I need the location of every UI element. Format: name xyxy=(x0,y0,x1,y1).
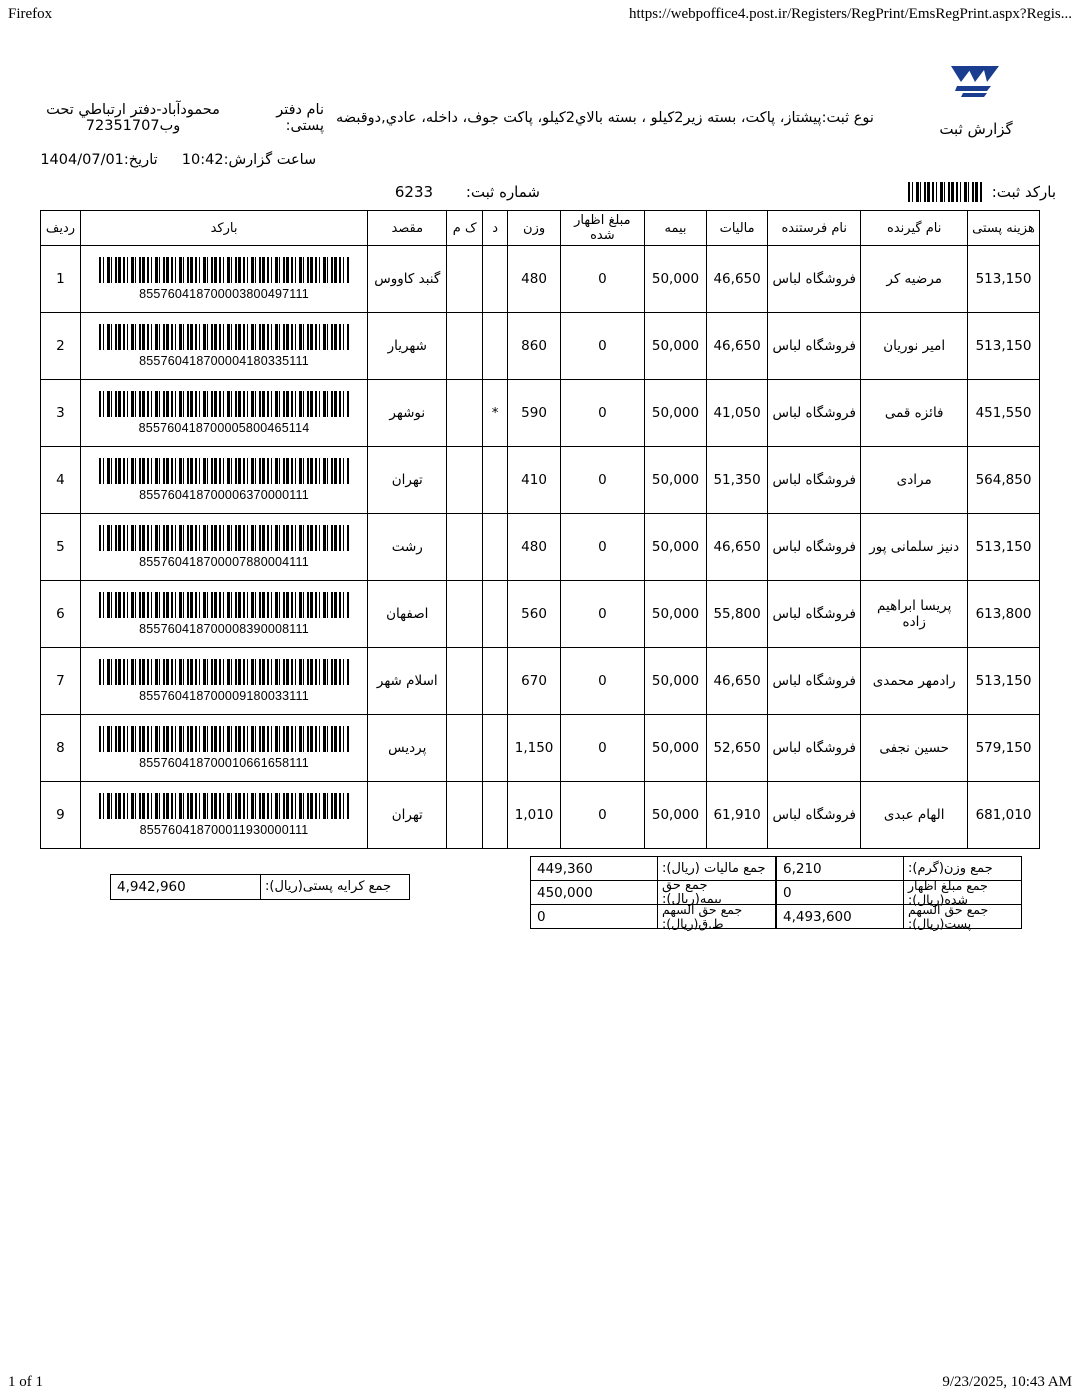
cell-sender: فروشگاه لباس xyxy=(768,447,861,514)
cell-cost: 681,010 xyxy=(967,782,1039,849)
cell-destination: اسلام شهر xyxy=(368,648,447,715)
cell-sender: فروشگاه لباس xyxy=(768,380,861,447)
cell-declared: 0 xyxy=(560,715,644,782)
registration-number-value: 6233 xyxy=(394,183,434,201)
table-row xyxy=(41,447,1040,514)
cell-km xyxy=(447,581,483,648)
total-insurance-label: جمع حق بیمه(ریال): xyxy=(657,881,775,904)
barcode-number: 855760418700011930000111 xyxy=(139,822,309,837)
total-tax-row xyxy=(530,856,776,881)
cell-weight: 1,150 xyxy=(508,715,561,782)
cell-d: * xyxy=(482,380,507,447)
cell-barcode xyxy=(80,782,367,849)
cell-insurance: 50,000 xyxy=(644,715,706,782)
cell-declared: 0 xyxy=(560,313,644,380)
report-date xyxy=(24,152,174,168)
cell-barcode xyxy=(80,581,367,648)
report-time-value: 10:42 xyxy=(181,152,224,168)
cell-cost: 579,150 xyxy=(967,715,1039,782)
total-declared-value: 0 xyxy=(783,884,792,901)
th-tax: مالیات xyxy=(707,211,768,246)
th-dest: مقصد xyxy=(368,211,447,246)
cell-receiver: مرضیه کر xyxy=(861,246,968,313)
registration-type-block xyxy=(324,54,896,131)
th-barcode: بارکد xyxy=(80,211,367,246)
cell-sender: فروشگاه لباس xyxy=(768,246,861,313)
cell-weight: 560 xyxy=(508,581,561,648)
office-value: محمودآباد-دفتر ارتباطي تحت وب72351707 xyxy=(46,102,220,134)
cell-weight: 670 xyxy=(508,648,561,715)
cell-sender: فروشگاه لباس xyxy=(768,782,861,849)
total-tp-share-value: 0 xyxy=(537,908,546,925)
cell-d xyxy=(482,447,507,514)
cell-cost: 564,850 xyxy=(967,447,1039,514)
barcode-image xyxy=(99,391,349,417)
total-shipping-value: 4,942,960 xyxy=(117,879,186,895)
cell-cost: 513,150 xyxy=(967,514,1039,581)
cell-receiver: فائزه قمی xyxy=(861,380,968,447)
cell-tax: 61,910 xyxy=(707,782,768,849)
cell-row-number: 4 xyxy=(41,447,81,514)
cell-km xyxy=(447,715,483,782)
cell-sender: فروشگاه لباس xyxy=(768,514,861,581)
report-time-label: ساعت گزارش: xyxy=(223,152,317,168)
cell-cost: 513,150 xyxy=(967,246,1039,313)
cell-km xyxy=(447,246,483,313)
cell-declared: 0 xyxy=(560,782,644,849)
page-indicator: 1 of 1 xyxy=(8,1374,43,1390)
report-date-label: تاریخ: xyxy=(123,152,158,168)
registration-barcode-label: بارکد ثبت: xyxy=(991,183,1056,201)
th-declared: مبلغ اظهار شده xyxy=(560,211,644,246)
barcode-image xyxy=(99,525,349,551)
barcode-image xyxy=(99,324,349,350)
office-label: نام دفتر پستی: xyxy=(276,102,324,134)
report-title: گزارش ثبت xyxy=(939,120,1013,138)
barcode-number: 855760418700008390008111 xyxy=(139,621,309,636)
table-row xyxy=(41,380,1040,447)
cell-insurance: 50,000 xyxy=(644,380,706,447)
cell-cost: 513,150 xyxy=(967,648,1039,715)
cell-weight: 1,010 xyxy=(508,782,561,849)
cell-insurance: 50,000 xyxy=(644,648,706,715)
cell-d xyxy=(482,648,507,715)
cell-sender: فروشگاه لباس xyxy=(768,715,861,782)
cell-declared: 0 xyxy=(560,246,644,313)
cell-destination: گنبد کاووس xyxy=(368,246,447,313)
cell-sender: فروشگاه لباس xyxy=(768,581,861,648)
totals-column-left xyxy=(110,857,530,929)
report-date-value: 1404/07/01 xyxy=(40,152,124,168)
cell-weight: 860 xyxy=(508,313,561,380)
total-declared-label: جمع مبلغ اظهار شده(ریال): xyxy=(903,881,1021,904)
cell-tax: 51,350 xyxy=(707,447,768,514)
barcode-number: 855760418700004180335111 xyxy=(139,353,309,368)
barcode-image xyxy=(99,257,349,283)
cell-tax: 55,800 xyxy=(707,581,768,648)
report-header xyxy=(0,44,1080,168)
barcode-number: 855760418700009180033111 xyxy=(139,688,309,703)
shipments-table xyxy=(40,210,1040,849)
cell-receiver: الهام عبدی xyxy=(861,782,968,849)
cell-receiver: حسین نجفی xyxy=(861,715,968,782)
cell-insurance: 50,000 xyxy=(644,246,706,313)
cell-declared: 0 xyxy=(560,514,644,581)
total-post-share-row xyxy=(776,904,1022,929)
report-time xyxy=(174,152,324,168)
table-row xyxy=(41,715,1040,782)
total-weight-value: 6,210 xyxy=(783,860,822,877)
total-insurance-value: 450,000 xyxy=(537,884,593,901)
cell-receiver: پریسا ابراهیم زاده xyxy=(861,581,968,648)
cell-destination: تهران xyxy=(368,447,447,514)
cell-barcode xyxy=(80,313,367,380)
th-receiver: نام گیرنده xyxy=(861,211,968,246)
post-logo-icon xyxy=(947,60,1005,100)
cell-declared: 0 xyxy=(560,380,644,447)
cell-insurance: 50,000 xyxy=(644,514,706,581)
cell-receiver: رادمهر محمدی xyxy=(861,648,968,715)
cell-insurance: 50,000 xyxy=(644,313,706,380)
cell-insurance: 50,000 xyxy=(644,782,706,849)
total-shipping-row xyxy=(110,874,410,900)
table-header-row xyxy=(41,211,1040,246)
cell-weight: 410 xyxy=(508,447,561,514)
cell-receiver: مرادی xyxy=(861,447,968,514)
barcode-image xyxy=(99,592,349,618)
office-block xyxy=(24,54,324,168)
cell-declared: 0 xyxy=(560,581,644,648)
cell-cost: 513,150 xyxy=(967,313,1039,380)
total-tax-label: جمع مالیات (ریال): xyxy=(657,857,775,880)
barcode-number: 855760418700007880004111 xyxy=(139,554,309,569)
total-insurance-row xyxy=(530,877,776,907)
barcode-number: 855760418700006370000111 xyxy=(139,487,309,502)
table-row xyxy=(41,648,1040,715)
th-sender: نام فرستنده xyxy=(768,211,861,246)
cell-cost: 613,800 xyxy=(967,581,1039,648)
th-weight: وزن xyxy=(508,211,561,246)
total-declared-row xyxy=(776,880,1022,905)
table-row xyxy=(41,313,1040,380)
barcode-number: 855760418700003800497111 xyxy=(139,286,309,301)
registration-barcode-block xyxy=(540,182,1056,202)
cell-declared: 0 xyxy=(560,648,644,715)
cell-row-number: 3 xyxy=(41,380,81,447)
cell-destination: رشت xyxy=(368,514,447,581)
registration-number-block xyxy=(24,183,540,201)
cell-d xyxy=(482,514,507,581)
cell-row-number: 2 xyxy=(41,313,81,380)
registration-barcode-image xyxy=(908,182,982,202)
browser-app-name: Firefox xyxy=(8,6,53,22)
barcode-image xyxy=(99,659,349,685)
table-row xyxy=(41,782,1040,849)
total-tax-value: 449,360 xyxy=(537,860,593,877)
registration-type-value: پیشتاز، پاکت، بسته زیر2کیلو ، بسته بالاي2کیلو، پاکت جوف، داخله، عادي,دوقبضه xyxy=(336,110,822,126)
cell-sender: فروشگاه لباس xyxy=(768,648,861,715)
barcode-image xyxy=(99,726,349,752)
total-tp-share-row xyxy=(530,904,776,929)
cell-km xyxy=(447,313,483,380)
total-tp-share-label: جمع حق السهم ط.ق(ریال): xyxy=(657,905,775,928)
cell-km xyxy=(447,447,483,514)
cell-cost: 451,550 xyxy=(967,380,1039,447)
cell-tax: 52,650 xyxy=(707,715,768,782)
cell-destination: شهریار xyxy=(368,313,447,380)
cell-row-number: 8 xyxy=(41,715,81,782)
cell-weight: 480 xyxy=(508,514,561,581)
browser-url: https://webpoffice4.post.ir/Registers/RegPrint/EmsRegPrint.aspx?Regis... xyxy=(628,6,1072,22)
th-d: د xyxy=(482,211,507,246)
totals-section xyxy=(40,857,1040,929)
barcode-number: 855760418700005800465114 xyxy=(138,420,310,435)
cell-row-number: 5 xyxy=(41,514,81,581)
print-timestamp: 9/23/2025, 10:43 AM xyxy=(942,1374,1072,1390)
cell-d xyxy=(482,246,507,313)
cell-weight: 590 xyxy=(508,380,561,447)
total-post-share-label: جمع حق السهم پست(ریال): xyxy=(903,905,1021,928)
total-weight-label: جمع وزن(گرم): xyxy=(903,857,1021,880)
cell-d xyxy=(482,715,507,782)
barcode-image xyxy=(99,793,349,819)
report-page xyxy=(0,44,1080,929)
cell-destination: نوشهر xyxy=(368,380,447,447)
cell-row-number: 9 xyxy=(41,782,81,849)
th-cost: هزینه پستی xyxy=(967,211,1039,246)
totals-column-middle xyxy=(530,857,776,929)
total-post-share-value: 4,493,600 xyxy=(783,908,852,925)
cell-d xyxy=(482,313,507,380)
cell-tax: 41,050 xyxy=(707,380,768,447)
table-row xyxy=(41,246,1040,313)
barcode-image xyxy=(99,458,349,484)
cell-row-number: 6 xyxy=(41,581,81,648)
cell-row-number: 7 xyxy=(41,648,81,715)
registration-number-label: شماره ثبت: xyxy=(465,183,540,201)
logo-block xyxy=(896,54,1056,138)
cell-barcode xyxy=(80,514,367,581)
th-row: ردیف xyxy=(41,211,81,246)
cell-d xyxy=(482,581,507,648)
table-body xyxy=(41,246,1040,849)
browser-print-footer xyxy=(0,1374,1080,1391)
total-shipping-label: جمع کرایه پستی(ریال): xyxy=(260,875,409,899)
table-row xyxy=(41,514,1040,581)
cell-barcode xyxy=(80,246,367,313)
cell-tax: 46,650 xyxy=(707,514,768,581)
cell-barcode xyxy=(80,715,367,782)
th-insurance: بیمه xyxy=(644,211,706,246)
cell-km xyxy=(447,782,483,849)
th-km: ک م xyxy=(447,211,483,246)
browser-print-header xyxy=(0,6,1080,23)
cell-destination: اصفهان xyxy=(368,581,447,648)
registration-type-label: نوع ثبت: xyxy=(821,110,874,126)
registration-meta-row xyxy=(0,168,1080,206)
cell-destination: پردیس xyxy=(368,715,447,782)
cell-km xyxy=(447,648,483,715)
total-weight-row xyxy=(776,856,1022,881)
cell-km xyxy=(447,514,483,581)
cell-sender: فروشگاه لباس xyxy=(768,313,861,380)
cell-tax: 46,650 xyxy=(707,648,768,715)
cell-tax: 46,650 xyxy=(707,313,768,380)
cell-declared: 0 xyxy=(560,447,644,514)
cell-tax: 46,650 xyxy=(707,246,768,313)
cell-barcode xyxy=(80,447,367,514)
cell-insurance: 50,000 xyxy=(644,447,706,514)
cell-row-number: 1 xyxy=(41,246,81,313)
cell-km xyxy=(447,380,483,447)
cell-receiver: امیر نوریان xyxy=(861,313,968,380)
cell-receiver: دنیز سلمانی پور xyxy=(861,514,968,581)
barcode-number: 855760418700010661658111 xyxy=(139,755,309,770)
cell-insurance: 50,000 xyxy=(644,581,706,648)
totals-column-right xyxy=(776,857,1022,929)
cell-weight: 480 xyxy=(508,246,561,313)
cell-d xyxy=(482,782,507,849)
table-row xyxy=(41,581,1040,648)
cell-barcode xyxy=(80,380,367,447)
cell-destination: تهران xyxy=(368,782,447,849)
cell-barcode xyxy=(80,648,367,715)
